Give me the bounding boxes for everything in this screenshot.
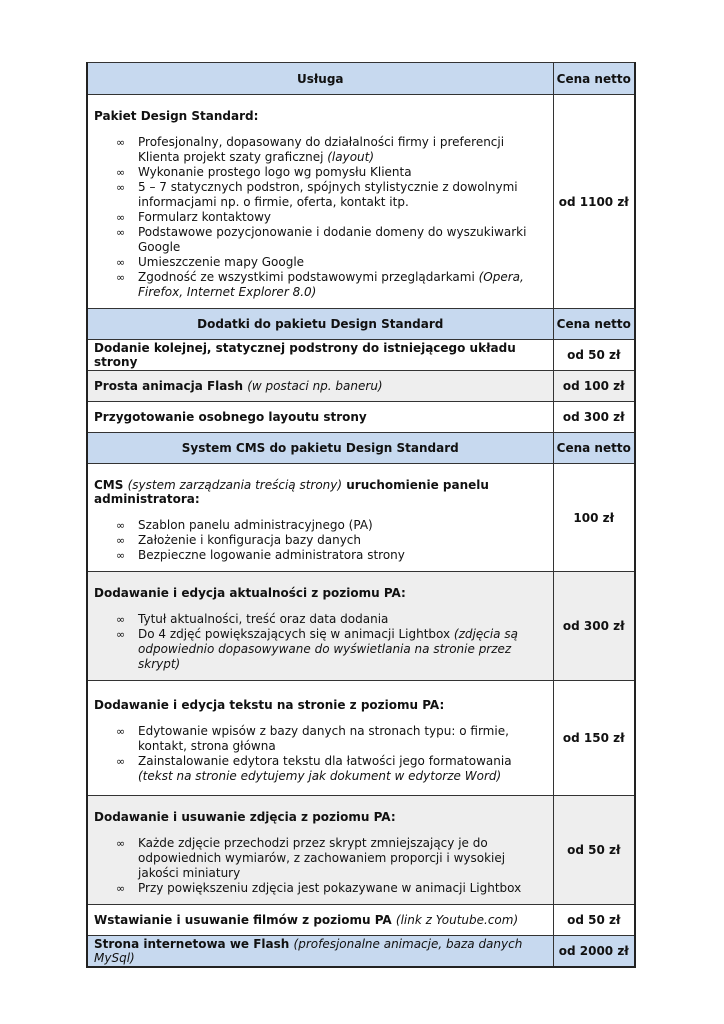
package-price: od 1100 zł — [553, 95, 635, 309]
bullet-note: (layout) — [327, 150, 375, 164]
infinity-bullet-icon: ∞ — [116, 136, 126, 149]
cms-news-title: Dodawanie i edycja aktualności z poziomu PA: — [94, 586, 406, 600]
flash-site-note: (profesjonalne animacje, baza danych MySql) — [94, 936, 523, 965]
flash-site-price: od 2000 zł — [553, 936, 635, 967]
bullet-text: Edytowanie wpisów z bazy danych na stronach typu: o firmie, kontakt, strona główna — [138, 724, 509, 753]
bullet-text: Założenie i konfiguracja bazy danych — [138, 533, 361, 547]
infinity-bullet-icon: ∞ — [116, 628, 126, 641]
cms-films-row — [87, 905, 635, 936]
infinity-bullet-icon: ∞ — [116, 725, 126, 738]
cms-photos-row — [87, 796, 635, 905]
addon-description — [87, 371, 553, 402]
bullet-text: Wykonanie prostego logo wg pomysłu Klienta — [138, 165, 412, 179]
bullet-item — [94, 165, 547, 180]
infinity-bullet-icon: ∞ — [116, 166, 126, 179]
bullet-text: Profesjonalny, dopasowany do działalności firmy i preferencji Klienta projekt szaty graficznej — [138, 135, 505, 164]
bullet-text: Każde zdjęcie przechodzi przez skrypt zmniejszający je do odpowiednich wymiarów, z zachowaniem proporcji i wysokiej jakości miniatury — [138, 836, 506, 880]
package-description — [87, 95, 553, 309]
bullet-item — [94, 724, 547, 754]
cms-text-row — [87, 681, 635, 796]
bullet-item — [94, 180, 547, 210]
bullet-item — [94, 135, 547, 165]
addon-label: Prosta animacja Flash — [94, 379, 248, 393]
addon-price: od 300 zł — [553, 402, 635, 433]
bullet-text: Przy powiększeniu zdjęcia jest pokazywane w animacji Lightbox — [138, 881, 522, 895]
cms-text-description — [87, 681, 553, 796]
infinity-bullet-icon: ∞ — [116, 549, 126, 562]
addons-header: Dodatki do pakietu Design Standard — [87, 309, 553, 340]
cms-intro-description — [87, 464, 553, 572]
flash-site-description — [87, 936, 553, 967]
cms-photos-price: od 50 zł — [553, 796, 635, 905]
bullet-item — [94, 881, 547, 896]
cms-text-title: Dodawanie i edycja tekstu na stronie z poziomu PA: — [94, 698, 445, 712]
cms-intro-feature-list — [94, 518, 547, 563]
cms-films-note: (link z Youtube.com) — [395, 913, 519, 927]
cms-photos-title: Dodawanie i usuwanie zdjęcia z poziomu PA: — [94, 810, 396, 824]
addon-price: od 100 zł — [553, 371, 635, 402]
cms-photos-description — [87, 796, 553, 905]
package-title: Pakiet Design Standard: — [94, 109, 259, 123]
cms-photos-feature-list — [94, 836, 547, 896]
addon-row — [87, 371, 635, 402]
bullet-note: (zdjęcia są odpowiednio dopasowywane do wyświetlania na stronie przez skrypt) — [138, 627, 518, 671]
cms-intro-title — [94, 478, 547, 506]
cms-text-feature-list — [94, 724, 547, 784]
cms-price-header: Cena netto — [553, 433, 635, 464]
bullet-item — [94, 255, 547, 270]
cms-films-description — [87, 905, 553, 936]
addon-description — [87, 402, 553, 433]
bullet-note: (tekst na stronie edytujemy jak dokument w edytorze Word) — [138, 769, 502, 783]
infinity-bullet-icon: ∞ — [116, 534, 126, 547]
bullet-text: Umieszczenie mapy Google — [138, 255, 305, 269]
bullet-item — [94, 533, 547, 548]
pricing-table — [86, 62, 636, 968]
addon-description — [87, 340, 553, 371]
package-row — [87, 95, 635, 309]
bullet-item — [94, 836, 547, 881]
bullet-text: Tytuł aktualności, treść oraz data dodania — [138, 612, 389, 626]
bullet-item — [94, 270, 547, 300]
infinity-bullet-icon: ∞ — [116, 211, 126, 224]
infinity-bullet-icon: ∞ — [116, 256, 126, 269]
bullet-item — [94, 548, 547, 563]
cms-header-row — [87, 433, 635, 464]
addon-row — [87, 402, 635, 433]
flash-site-label: Strona internetowa we Flash — [94, 936, 294, 951]
addon-price: od 50 zł — [553, 340, 635, 371]
flash-site-row — [87, 936, 635, 967]
bullet-text: Zainstalowanie edytora tekstu dla łatwości jego formatowania — [138, 754, 512, 768]
bullet-text: Podstawowe pozycjonowanie i dodanie domeny do wyszukiwarki Google — [138, 225, 527, 254]
cms-intro-row — [87, 464, 635, 572]
addon-label: Przygotowanie osobnego layoutu strony — [94, 410, 367, 424]
infinity-bullet-icon: ∞ — [116, 755, 126, 768]
cms-news-row — [87, 572, 635, 681]
addons-header-row — [87, 309, 635, 340]
bullet-item — [94, 754, 547, 784]
infinity-bullet-icon: ∞ — [116, 613, 126, 626]
bullet-item — [94, 225, 547, 255]
infinity-bullet-icon: ∞ — [116, 181, 126, 194]
infinity-bullet-icon: ∞ — [116, 882, 126, 895]
bullet-text: Szablon panelu administracyjnego (PA) — [138, 518, 373, 532]
addon-row — [87, 340, 635, 371]
cms-films-price: od 50 zł — [553, 905, 635, 936]
bullet-text: Formularz kontaktowy — [138, 210, 272, 224]
cms-news-price: od 300 zł — [553, 572, 635, 681]
infinity-bullet-icon: ∞ — [116, 837, 126, 850]
infinity-bullet-icon: ∞ — [116, 271, 126, 284]
cms-films-label: Wstawianie i usuwanie filmów z poziomu PA — [94, 913, 396, 927]
table-header-row — [87, 63, 635, 95]
addon-label: Dodanie kolejnej, statycznej podstrony do istniejącego układu strony — [94, 341, 516, 369]
addons-price-header: Cena netto — [553, 309, 635, 340]
bullet-item — [94, 612, 547, 627]
bullet-text: Do 4 zdjęć powiększających się w animacji Lightbox — [138, 627, 454, 641]
bullet-item — [94, 518, 547, 533]
cms-news-description — [87, 572, 553, 681]
package-feature-list — [94, 135, 547, 300]
cms-header: System CMS do pakietu Design Standard — [87, 433, 553, 464]
bullet-text: Bezpieczne logowanie administratora strony — [138, 548, 405, 562]
cms-news-feature-list — [94, 612, 547, 672]
bullet-item — [94, 627, 547, 672]
cms-intro-title-lead: CMS — [94, 478, 128, 492]
bullet-note: (Opera, Firefox, Internet Explorer 8.0) — [138, 270, 524, 299]
bullet-text: Zgodność ze wszystkimi podstawowymi przeglądarkami — [138, 270, 479, 284]
cms-intro-title-tail: uruchomienie panelu administratora: — [94, 478, 489, 506]
bullet-item — [94, 210, 547, 225]
cms-text-price: od 150 zł — [553, 681, 635, 796]
addon-note: (w postaci np. baneru) — [247, 379, 383, 393]
cms-intro-price: 100 zł — [553, 464, 635, 572]
cms-intro-title-note: (system zarządzania treścią strony) — [127, 478, 343, 492]
service-column-header: Usługa — [87, 63, 553, 95]
bullet-text: 5 – 7 statycznych podstron, spójnych stylistycznie z dowolnymi informacjami np. o firmie, oferta, kontakt itp. — [138, 180, 518, 209]
price-column-header: Cena netto — [553, 63, 635, 95]
infinity-bullet-icon: ∞ — [116, 226, 126, 239]
infinity-bullet-icon: ∞ — [116, 519, 126, 532]
